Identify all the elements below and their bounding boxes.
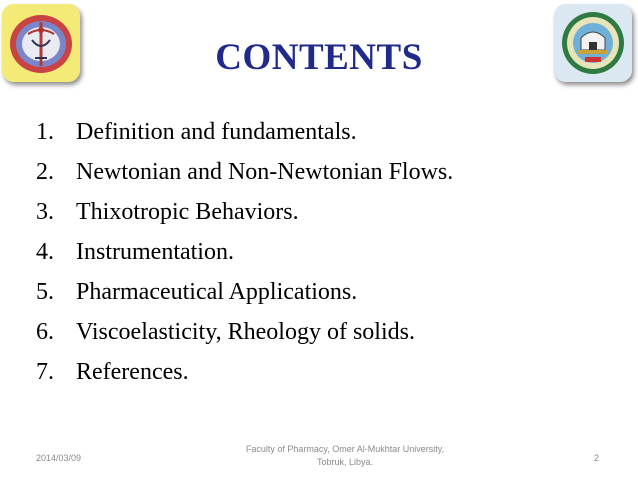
item-text: Viscoelasticity, Rheology of solids. — [76, 319, 415, 345]
item-text: Instrumentation. — [76, 239, 234, 265]
footer-org-line2: Tobruk, Libya. — [316, 457, 374, 467]
item-text: Definition and fundamentals. — [76, 119, 357, 145]
item-number: 7. — [36, 359, 54, 385]
footer-date: 2014/03/09 — [36, 453, 82, 463]
item-text: References. — [76, 359, 189, 385]
contents-list — [36, 112, 453, 392]
item-number: 4. — [36, 239, 54, 265]
list-item — [36, 112, 453, 152]
footer-org-line1: Faculty of Pharmacy, Omer Al-Mukhtar University, — [245, 444, 445, 454]
item-number: 1. — [36, 119, 54, 145]
page-number: 2 — [594, 453, 600, 463]
item-text: Pharmaceutical Applications. — [76, 279, 358, 305]
item-number: 2. — [36, 159, 54, 185]
item-number: 6. — [36, 319, 54, 345]
list-item — [36, 152, 453, 192]
list-item — [36, 312, 453, 352]
list-item — [36, 352, 453, 392]
item-number: 3. — [36, 199, 54, 225]
item-text: Thixotropic Behaviors. — [76, 199, 299, 225]
list-item — [36, 232, 453, 272]
list-item — [36, 272, 453, 312]
item-text: Newtonian and Non-Newtonian Flows. — [76, 159, 454, 185]
slide-title: CONTENTS — [215, 37, 423, 78]
list-item — [36, 192, 453, 232]
footer-organization — [225, 443, 465, 469]
item-number: 5. — [36, 279, 54, 305]
